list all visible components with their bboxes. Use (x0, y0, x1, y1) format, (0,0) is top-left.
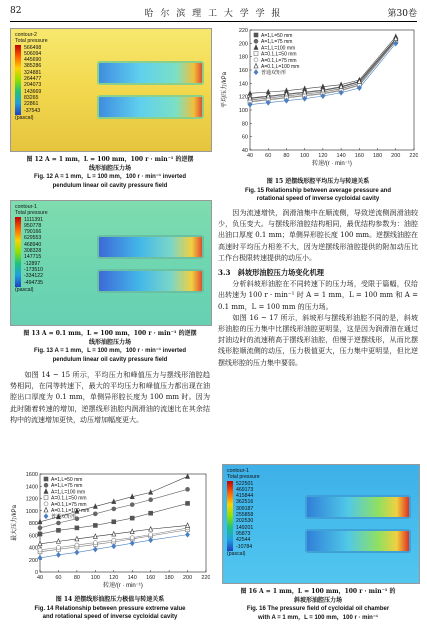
fig12-caption-zh-1: 图 12 A = 1 mm，L = 100 mm，100 r · min⁻¹ 的逆摆 (26, 156, 194, 163)
fig14-legend-marker (44, 496, 48, 500)
fig13-legend-value: -494735 (24, 279, 44, 286)
fig14-legend-label: A=1,L=75 mm (51, 483, 83, 490)
fig16-caption-zh-1: 图 16 A = 1 mm，L = 100 mm，100 r · min⁻¹ 的 (240, 588, 396, 595)
fig12-caption (10, 156, 210, 190)
fig12-legend-value: 566498 (24, 44, 42, 51)
fig14-caption-en-2: and rotational speed of inverse cycloidal cavity (42, 614, 178, 620)
fig12-legend-value: 506094 (24, 50, 42, 57)
fig13-legend-value: 629553 (24, 235, 42, 242)
fig14-data-point (56, 528, 60, 532)
fig14-data-point (93, 541, 97, 545)
fig14-ytick-label: 600 (28, 533, 38, 540)
fig14-data-point (149, 511, 153, 515)
fig15-caption-en-1: Fig. 15 Relationship between average pressure and (244, 187, 392, 194)
right-paragraph-1: 因为流速增快，润滑油集中在顺流侧，导致逆流侧润滑油较少，负压变大。与摆线形油腔结构相同，最优结构参数为：油腔出油口厚度 0.1 mm；单侧异形腔长度 100 mm。逆摆线油腔在高速时平均压力相差不大，因为逆摆线形油腔提供的附加动压比工作台极限转速提供的动压小。 (218, 209, 418, 262)
fig14-data-point (112, 538, 116, 542)
fig16-cavity-upper (305, 495, 411, 519)
fig12-contour-title: contour-2 (15, 32, 37, 38)
fig15-xtick-label: 60 (265, 153, 272, 159)
fig12-colorbar (15, 45, 21, 115)
fig14-data-point (130, 503, 134, 507)
fig15-legend-label: A=0.1,L=75 mm (261, 57, 297, 64)
fig14-data-point (56, 521, 60, 525)
fig15-xtick-label: 180 (372, 153, 383, 159)
fig14-data-point (149, 533, 153, 537)
fig15-legend-marker (254, 39, 258, 43)
fig13-legend-value: 308328 (24, 248, 42, 255)
fig15-ytick-label: 40 (241, 148, 248, 154)
fig16-legend-value: -10784 (236, 543, 253, 550)
fig14-legend-label: A=1,L=100 mm (51, 489, 86, 496)
fig16-unit: (pascal) (227, 550, 246, 557)
fig14-xlabel: 转速/(r · min⁻¹) (103, 583, 143, 589)
fig12-legend-value: 264477 (24, 76, 42, 83)
fig15-ytick-label: 100 (238, 108, 248, 114)
fig15-legend-label: A=1,L=100 mm (261, 45, 296, 52)
fig14-xtick-label: 60 (55, 575, 62, 581)
fig16-caption-zh-2: 斜坡形油腔压力场 (293, 596, 342, 604)
fig15-legend-marker (254, 52, 258, 56)
fig15-xtick-label: 80 (283, 153, 290, 159)
fig15-legend-label: A=0.1,L=100 mm (261, 64, 300, 70)
fig14-data-point (130, 536, 134, 540)
fig15-ytick-label: 160 (238, 68, 248, 74)
fig12-cavity-lower (97, 95, 204, 119)
fig14-xtick-label: 120 (109, 575, 119, 581)
fig14-data-point (38, 532, 42, 536)
fig16-legend-value: 255858 (236, 512, 254, 519)
fig12-legend-value: 385286 (24, 63, 42, 70)
volume-label: 第30卷 (387, 9, 417, 19)
fig15-ytick-label: 80 (241, 121, 248, 128)
fig15-xtick-label: 40 (246, 153, 254, 159)
fig14-legend-label: A=0.1,L=75 mm (51, 501, 87, 508)
fig16-colorbar (227, 481, 233, 551)
fig16-legend-value: 149201 (236, 524, 254, 531)
fig15-ytick-label: 140 (238, 81, 248, 88)
page-number: 82 (10, 6, 22, 16)
fig12-unit: (pascal) (15, 114, 34, 121)
fig16-legend-value: 202530 (236, 518, 254, 525)
fig16-legend-value: 42544 (236, 537, 251, 544)
fig13-legend-value: -334122 (24, 273, 44, 280)
fig13-caption-zh-2: 线形油腔压力场 (88, 338, 131, 346)
fig15-caption-en-2: rotational speed of inverse cycloidal cavity (256, 196, 380, 202)
fig12-variable: Total pressure (15, 38, 48, 45)
fig15-xlabel: 转速/(r · min⁻¹) (312, 161, 352, 167)
fig15-ylabel: 平均压力/kPa (222, 71, 228, 109)
fig13-colorbar (15, 217, 21, 287)
fig13-contour-plot (10, 200, 212, 326)
fig14-legend-marker (44, 502, 48, 506)
fig12-caption-en-2: pendulum linear oil cavity pressure field (52, 182, 168, 189)
fig13-caption (10, 330, 210, 364)
header-rule (10, 21, 417, 22)
fig14-data-point (75, 543, 79, 547)
fig14-xtick-label: 220 (201, 575, 210, 581)
fig14-ytick-label: 400 (28, 545, 38, 552)
fig12-legend-value: 445690 (24, 57, 42, 64)
right-body-text (218, 208, 418, 369)
fig16-cavity-lower (305, 529, 411, 553)
fig14-caption (10, 596, 210, 622)
fig15-ytick-label: 60 (241, 134, 248, 141)
fig15-chart (220, 26, 418, 172)
fig14-data-point (112, 520, 116, 524)
fig15-legend-label: A=1,L=75 mm (261, 39, 293, 46)
fig14-data-point (56, 546, 60, 550)
fig14-ytick-label: 1400 (25, 484, 38, 491)
page-header (10, 6, 417, 20)
fig15-caption (218, 178, 418, 204)
fig12-legend-value: 143669 (24, 88, 42, 95)
section-heading-3-3: 3.3 斜坡形油腔压力场变化机理 (218, 268, 324, 278)
fig12-caption-zh-2: 线形油腔压力场 (88, 164, 131, 172)
fig14-xtick-label: 80 (73, 575, 80, 581)
fig14-legend-label: A=0.1,L=100 mm (51, 508, 90, 514)
fig14-data-point (112, 507, 116, 511)
fig13-legend-value: -173510 (24, 266, 44, 273)
fig15-ytick-label: 200 (238, 41, 248, 48)
fig14-ylabel: 最大压力/kPa (12, 504, 18, 542)
fig15-legend-label: A=1,L=50 mm (261, 33, 293, 39)
fig14-data-point (75, 526, 79, 530)
fig12-legend-value: -37543 (24, 107, 41, 114)
fig15-xtick-label: 100 (300, 153, 310, 159)
fig14-ytick-label: 800 (28, 521, 38, 527)
fig12-caption-en-1: Fig. 12 A = 1 mm，L = 100 mm，100 r · min⁻¹ inverted (34, 174, 186, 180)
fig15-svg (220, 26, 418, 172)
fig14-data-point (38, 548, 42, 552)
fig13-legend-value: 1111391 (24, 216, 44, 223)
right-paragraph-2: 分析斜坡形油腔在不同转速下的压力场，受限于篇幅，仅给出转速为 100 r · min⁻¹ 时 A = 1 mm，L = 100 mm 和 A = 0.1 mm，L = 100 mm 的压力场。 (218, 280, 418, 311)
fig14-legend-label: A=1,L=50 mm (51, 477, 83, 483)
fig14-xtick-label: 160 (146, 575, 156, 581)
left-paragraph-1: 如图 14 ~ 15 所示，平均压力和峰值压力与摆线形油腔趋势相同，在同等转速下，最大的平均压力和峰值压力都出现在油腔出口厚度为 0.1 mm，单侧异形腔长度为 100 mm 时。因为此时随着转速的增加，逆摆线形油腔内润滑油的流速比在其余结构中的流速增加更快，动压增加幅度更大。 (10, 371, 210, 424)
fig12-legend-value: 83265 (24, 94, 39, 101)
fig15-xtick-label: 200 (391, 153, 401, 159)
fig13-legend-value: 147715 (24, 254, 42, 261)
fig12-cavity-upper (97, 61, 204, 85)
fig15-caption-zh: 图 15 逆摆线形腔平均压力与转速关系 (266, 178, 370, 185)
right-paragraph-3: 如图 16 ~ 17 所示，斜坡形与摆线形油腔不同的是，斜坡形油腔的压力集中比摆线形油腔更明显，这是因为润滑油在通过封油边时的流速稍高于摆线形油腔，但慢于逆摆线形，从而比摆线形腔顺流侧的动压，压力极值更大，压力集中更明显，但比逆摆线形腔的压力集中要弱。 (218, 313, 418, 367)
fig13-variable: Total pressure (15, 210, 48, 217)
fig16-contour-plot (222, 464, 420, 584)
fig14-data-point (186, 501, 190, 505)
fig14-data-point (38, 526, 42, 530)
fig13-caption-en-1: Fig. 13 A = 1 mm，L = 100 mm，100 r · min⁻¹ inverted (34, 348, 186, 354)
fig14-caption-en-1: Fig. 14 Relationship between pressure extreme value (34, 605, 186, 612)
fig16-caption-en-1: Fig. 16 The pressure field of cycloidal oil chamber (246, 606, 390, 612)
fig16-caption-en-2: with A = 1 mm，L = 100 mm，100 r · min⁻¹ (258, 614, 378, 621)
fig12-legend-value: 324881 (24, 69, 42, 76)
fig14-legend-marker (44, 483, 48, 487)
fig14-ytick-label: 200 (28, 557, 38, 564)
fig16-variable: Total pressure (227, 474, 260, 481)
fig16-legend-value: 415844 (236, 493, 254, 500)
fig12-legend-value: 22861 (24, 101, 39, 108)
fig13-legend (15, 204, 48, 293)
fig13-legend-value: -12897 (24, 260, 41, 267)
fig15-xtick-label: 140 (336, 153, 346, 159)
fig14-xtick-label: 180 (164, 575, 174, 581)
fig16-legend-value: 309187 (236, 505, 254, 512)
fig16-contour-title: contour-1 (227, 468, 249, 474)
fig14-ytick-label: 1200 (25, 496, 38, 503)
fig14-data-point (93, 523, 97, 527)
fig14-caption-zh: 图 14 逆摆线形油腔压力极值与转速关系 (55, 596, 165, 603)
fig13-caption-zh-1: 图 13 A = 0.1 mm，L = 100 mm，100 r · min⁻¹ 的逆摆 (23, 330, 197, 337)
fig14-legend-label: 普通双矩形 (51, 514, 77, 521)
fig16-legend-value: 522501 (236, 480, 254, 487)
fig14-xtick-label: 40 (36, 575, 44, 581)
fig14-data-point (93, 512, 97, 516)
fig15-xtick-label: 220 (409, 153, 418, 159)
fig15-xtick-label: 160 (354, 153, 364, 159)
fig15-xtick-label: 120 (318, 153, 328, 159)
fig13-cavity-lower (97, 269, 204, 293)
fig15-legend-label: A=0.1,L=50 mm (261, 51, 297, 58)
fig15-legend-marker (254, 33, 258, 37)
fig14-data-point (149, 498, 153, 502)
fig14-svg (10, 470, 210, 592)
fig13-caption-en-2: pendulum linear oil cavity pressure field (52, 356, 168, 363)
fig15-ytick-label: 120 (238, 94, 248, 101)
fig12-legend (15, 32, 48, 121)
fig14-xtick-label: 140 (127, 575, 137, 581)
fig16-caption (218, 588, 418, 622)
fig15-ytick-label: 180 (238, 54, 248, 61)
journal-title: 哈 尔 滨 理 工 大 学 学 报 (144, 9, 283, 19)
fig14-legend-marker (44, 477, 48, 481)
fig12-contour-plot (10, 28, 212, 152)
fig14-ytick-label: 1600 (25, 472, 38, 478)
fig13-legend-value: 790166 (24, 229, 42, 236)
fig16-legend (227, 468, 260, 557)
fig15-legend-marker (254, 58, 258, 62)
fig14-data-point (130, 516, 134, 520)
fig12-legend-value: 204073 (24, 82, 42, 89)
fig13-legend-value: 468940 (24, 241, 42, 248)
fig14-data-point (186, 487, 190, 491)
fig14-legend-label: A=0.1,L=50 mm (51, 495, 87, 502)
fig16-legend-value: 362516 (236, 499, 254, 506)
fig16-legend-value: 469173 (236, 486, 254, 493)
fig14-xtick-label: 200 (182, 575, 193, 581)
left-body-text (10, 370, 210, 426)
fig13-legend-value: 950778 (24, 222, 42, 229)
fig16-legend-value: 95873 (236, 530, 251, 537)
fig13-unit: (pascal) (15, 286, 34, 293)
fig14-xtick-label: 100 (90, 575, 100, 581)
fig14-ytick-label: 1000 (25, 508, 38, 515)
fig15-legend-label: 普通双矩形 (261, 70, 287, 77)
fig15-ytick-label: 220 (238, 28, 248, 34)
fig13-contour-title: contour-1 (15, 204, 37, 210)
fig14-chart (10, 470, 210, 592)
fig14-ytick-label: 0 (34, 570, 38, 576)
fig13-cavity-upper (97, 235, 204, 259)
